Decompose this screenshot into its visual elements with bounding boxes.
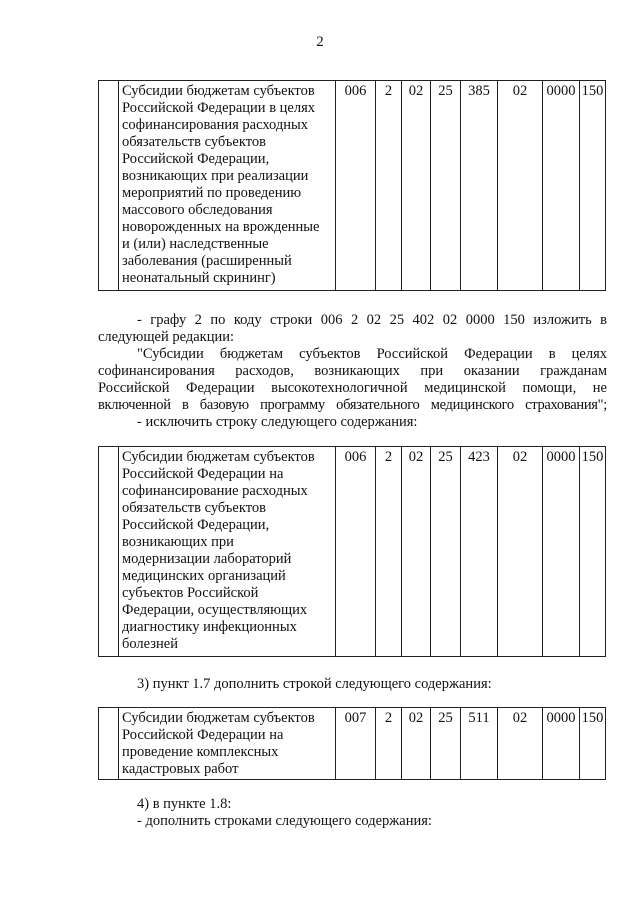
text-line: субъектов Российской xyxy=(122,585,259,601)
code-cell: 02 xyxy=(498,447,543,657)
text-line: Российской Федерации, xyxy=(122,517,270,533)
paragraph-line: 4) в пункте 1.8: xyxy=(137,796,232,812)
code-cell: 02 xyxy=(498,708,543,780)
table-row xyxy=(99,81,606,291)
text-line: медицинских организаций xyxy=(122,568,286,584)
code-cell: 007 xyxy=(336,708,376,780)
paragraph-line: следующей редакции: xyxy=(98,329,235,345)
text-line: Российской Федерации, xyxy=(122,151,270,167)
code-cell: 25 xyxy=(431,81,461,291)
code-cell: 385 xyxy=(461,81,498,291)
budget-table-3 xyxy=(98,707,606,780)
code-cell: 511 xyxy=(461,708,498,780)
description-cell xyxy=(119,447,336,657)
text-line: обязательств субъектов xyxy=(122,500,266,516)
code-cell: 02 xyxy=(498,81,543,291)
text-line: Субсидии бюджетам субъектов xyxy=(122,449,315,465)
text-line: неонатальный скрининг) xyxy=(122,270,276,286)
paragraph-line: Российской Федерации высокотехнологичной медицинской помощи, не xyxy=(98,380,607,396)
text-line: новорожденных на врожденные xyxy=(122,219,320,235)
code-cell: 423 xyxy=(461,447,498,657)
table-row xyxy=(99,708,606,780)
text-line: Субсидии бюджетам субъектов xyxy=(122,83,315,99)
text-line: кадастровых работ xyxy=(122,761,239,777)
text-line: заболевания (расширенный xyxy=(122,253,292,269)
code-cell: 006 xyxy=(336,81,376,291)
empty-cell xyxy=(99,81,119,291)
text-line: обязательств субъектов xyxy=(122,134,266,150)
paragraph-line: включенной в базовую программу обязательного медицинского страхования"; xyxy=(98,397,607,413)
paragraph-line: 3) пункт 1.7 дополнить строкой следующего содержания: xyxy=(137,676,492,692)
table-row xyxy=(99,447,606,657)
paragraph-line: софинансирования расходов, возникающих при оказании гражданам xyxy=(98,363,607,379)
text-line: софинансирование расходных xyxy=(122,483,308,499)
paragraph-line: "Субсидии бюджетам субъектов Российской Федерации в целях xyxy=(137,346,607,362)
paragraph-line: - исключить строку следующего содержания: xyxy=(137,414,418,430)
text-line: возникающих при реализации xyxy=(122,168,309,184)
description-cell xyxy=(119,708,336,780)
empty-cell xyxy=(99,708,119,780)
code-cell: 2 xyxy=(376,447,402,657)
code-cell: 02 xyxy=(402,708,431,780)
code-cell: 150 xyxy=(580,708,606,780)
code-cell: 25 xyxy=(431,708,461,780)
text-line: мероприятий по проведению xyxy=(122,185,302,201)
code-cell: 2 xyxy=(376,708,402,780)
code-cell: 006 xyxy=(336,447,376,657)
text-line: и (или) наследственные xyxy=(122,236,269,252)
text-line: массового обследования xyxy=(122,202,273,218)
budget-table-2 xyxy=(98,446,606,657)
code-cell: 150 xyxy=(580,447,606,657)
code-cell: 150 xyxy=(580,81,606,291)
page-number: 2 xyxy=(316,34,324,50)
text-line: диагностику инфекционных xyxy=(122,619,297,635)
paragraph-line: - дополнить строками следующего содержания: xyxy=(137,813,432,829)
code-cell: 02 xyxy=(402,81,431,291)
text-line: проведение комплексных xyxy=(122,744,279,760)
empty-cell xyxy=(99,447,119,657)
budget-table-1 xyxy=(98,80,606,291)
code-cell: 2 xyxy=(376,81,402,291)
text-line: софинансирования расходных xyxy=(122,117,308,133)
code-cell: 0000 xyxy=(543,447,580,657)
text-line: Российской Федерации на xyxy=(122,727,284,743)
code-cell: 0000 xyxy=(543,81,580,291)
text-line: Российской Федерации в целях xyxy=(122,100,316,116)
code-cell: 0000 xyxy=(543,708,580,780)
description-cell xyxy=(119,81,336,291)
text-line: Субсидии бюджетам субъектов xyxy=(122,710,315,726)
code-cell: 25 xyxy=(431,447,461,657)
text-line: возникающих при xyxy=(122,534,234,550)
paragraph-line: - графу 2 по коду строки 006 2 02 25 402 02 0000 150 изложить в xyxy=(137,312,607,328)
text-line: Федерации, осуществляющих xyxy=(122,602,308,618)
code-cell: 02 xyxy=(402,447,431,657)
text-line: болезней xyxy=(122,636,178,652)
text-line: модернизации лабораторий xyxy=(122,551,292,567)
text-line: Российской Федерации на xyxy=(122,466,284,482)
